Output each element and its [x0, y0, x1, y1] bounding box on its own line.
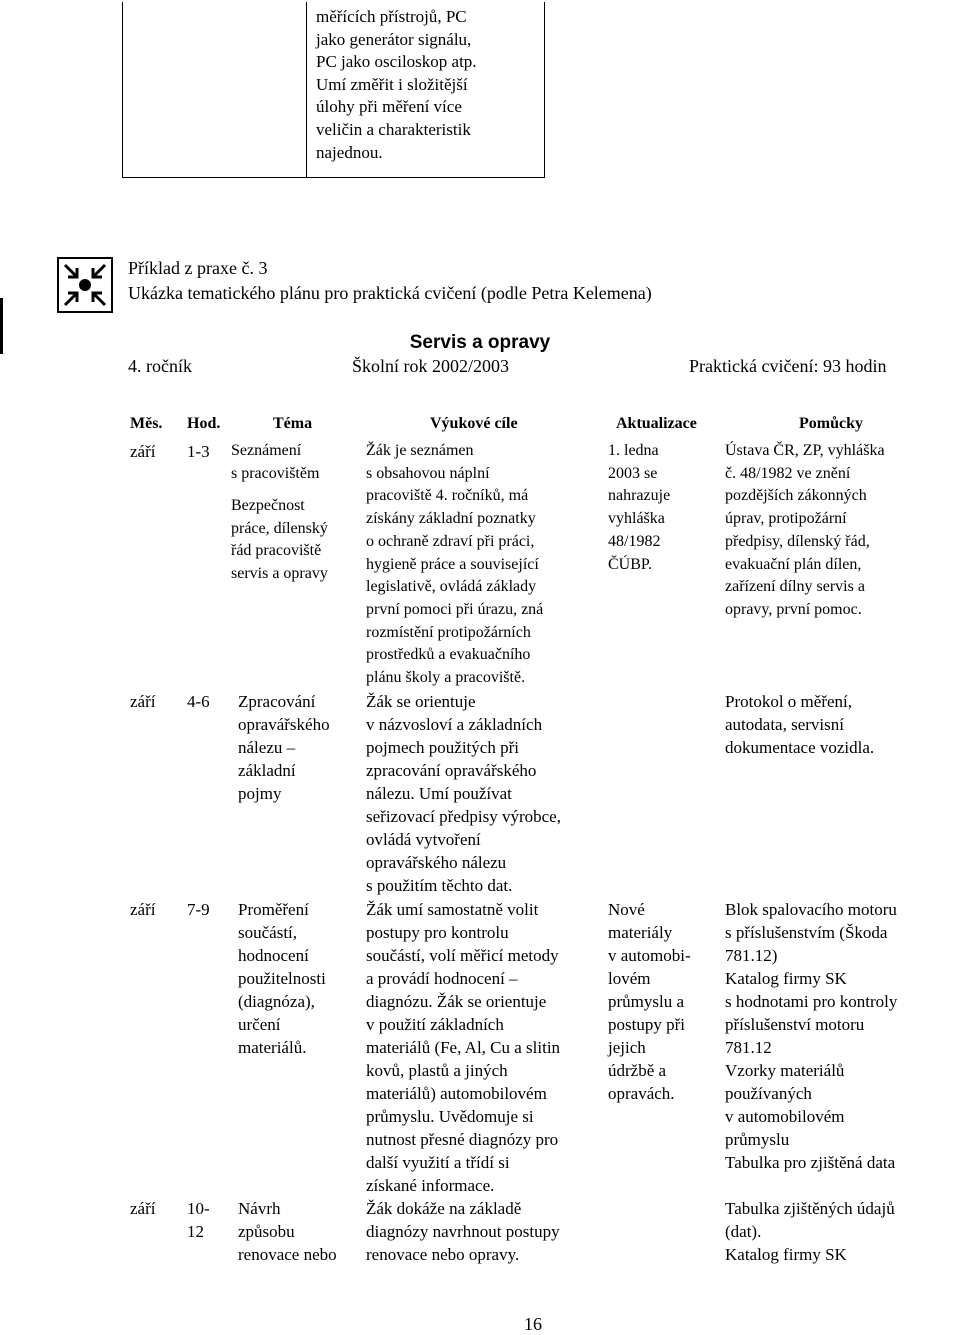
cell-goals: Žák je seznámen s obsahovou náplní pracoviště 4. ročníků, má získány základní poznatky o ochraně zdraví při práci, hygieně práce a související legislativě, ovládá základy první pomoci při úrazu, zná rozmístění protipožárních prostředků a evakuačního plánu školy a pracoviště.: [366, 442, 544, 687]
cell-hours: 7-9: [187, 900, 210, 919]
cell-update: Nové materiály v automobi- lovém průmyslu a postupy při jejich údržbě a opravách.: [608, 900, 691, 1103]
cell-aids: Ústava ČR, ZP, vyhláška č. 48/1982 ve znění pozdějších zákonných úprav, protipožární předpisy, dílenský řád, evakuační plán dílen, zařízení dílny servis a opravy, první pomoc.: [725, 442, 885, 618]
plan-hours: Praktická cvičení: 93 hodin: [689, 356, 887, 376]
cell-hours: 1-3: [187, 442, 210, 461]
cell-goals: Žák se orientuje v názvosloví a základních pojmech použitých při zpracování opravářského nálezu. Umí používat seřizovací předpisy výrobce, ovládá vytvoření opravářského nálezu s použitím těchto dat.: [366, 692, 561, 895]
header-topic: Téma: [273, 415, 313, 432]
cell-month: září: [130, 1199, 156, 1218]
header-update: Aktualizace: [616, 415, 697, 432]
cell-topic: Seznámení s pracovištěm: [231, 442, 320, 482]
cell-aids: Blok spalovacího motoru s příslušenstvím (Škoda 781.12) Katalog firmy SK s hodnotami pro kontroly příslušenství motoru 781.12 Vzorky materiálů používaných v automobilovém průmyslu Tabulka pro zjištěná data: [725, 900, 898, 1172]
header-goals: Výukové cíle: [430, 415, 518, 432]
cell-goals: Žák umí samostatně volit postupy pro kontrolu součástí, volí měřicí metody a provádí hodnocení – diagnózu. Žák se orientuje v použití základních materiálů (Fe, Al, Cu a slitin kovů, plastů a jiných materiálů) automobilovém průmyslu. Uvědomuje si nutnost přesné diagnózy pro další využití a třídí si získané informace.: [366, 900, 561, 1195]
cell-hours: 4-6: [187, 692, 210, 711]
header-hours: Hod.: [187, 415, 221, 432]
header-aids: Pomůcky: [799, 415, 863, 432]
cell-update: 1. ledna 2003 se nahrazuje vyhláška 48/1982 ČÚBP.: [608, 442, 671, 573]
page-number: 16: [524, 1314, 542, 1334]
cell-topic: Návrh způsobu renovace nebo: [238, 1199, 337, 1264]
cell-month: září: [130, 900, 156, 919]
example-number: Příklad z praxe č. 3: [128, 258, 268, 278]
practice-example-icon: [57, 257, 113, 313]
cell-aids: Tabulka zjištěných údajů (dat). Katalog firmy SK: [725, 1199, 895, 1264]
cell-topic-detail: Bezpečnost práce, dílenský řád pracoviště servis a opravy: [231, 497, 328, 583]
cell-hours: 10- 12: [187, 1199, 210, 1241]
cell-month: září: [130, 442, 156, 461]
cell-aids: Protokol o měření, autodata, servisní dokumentace vozidla.: [725, 692, 875, 757]
example-description: Ukázka tematického plánu pro praktická cvičení (podle Petra Kelemena): [128, 283, 652, 303]
plan-title: Servis a opravy: [409, 332, 551, 353]
cell-topic: Proměření součástí, hodnocení použitelnosti (diagnóza), určení materiálů.: [238, 900, 326, 1057]
example-heading: [128, 256, 652, 306]
continued-table-fragment: [122, 2, 545, 178]
cell-goals: Žák dokáže na základě diagnózy navrhnout postupy renovace nebo opravy.: [366, 1199, 560, 1264]
header-month: Měs.: [130, 415, 163, 432]
plan-grade: 4. ročník: [128, 356, 192, 376]
cell-topic: Zpracování opravářského nálezu – základní pojmy: [238, 692, 330, 803]
plan-school-year: Školní rok 2002/2003: [352, 356, 510, 376]
continued-cell-text: měřících přístrojů, PC jako generátor signálu, PC jako osciloskop atp. Umí změřit i složitější úlohy při měření více veličin a charakteristik najednou.: [316, 7, 477, 162]
cell-month: září: [130, 692, 156, 711]
table-column-divider: [306, 2, 307, 177]
